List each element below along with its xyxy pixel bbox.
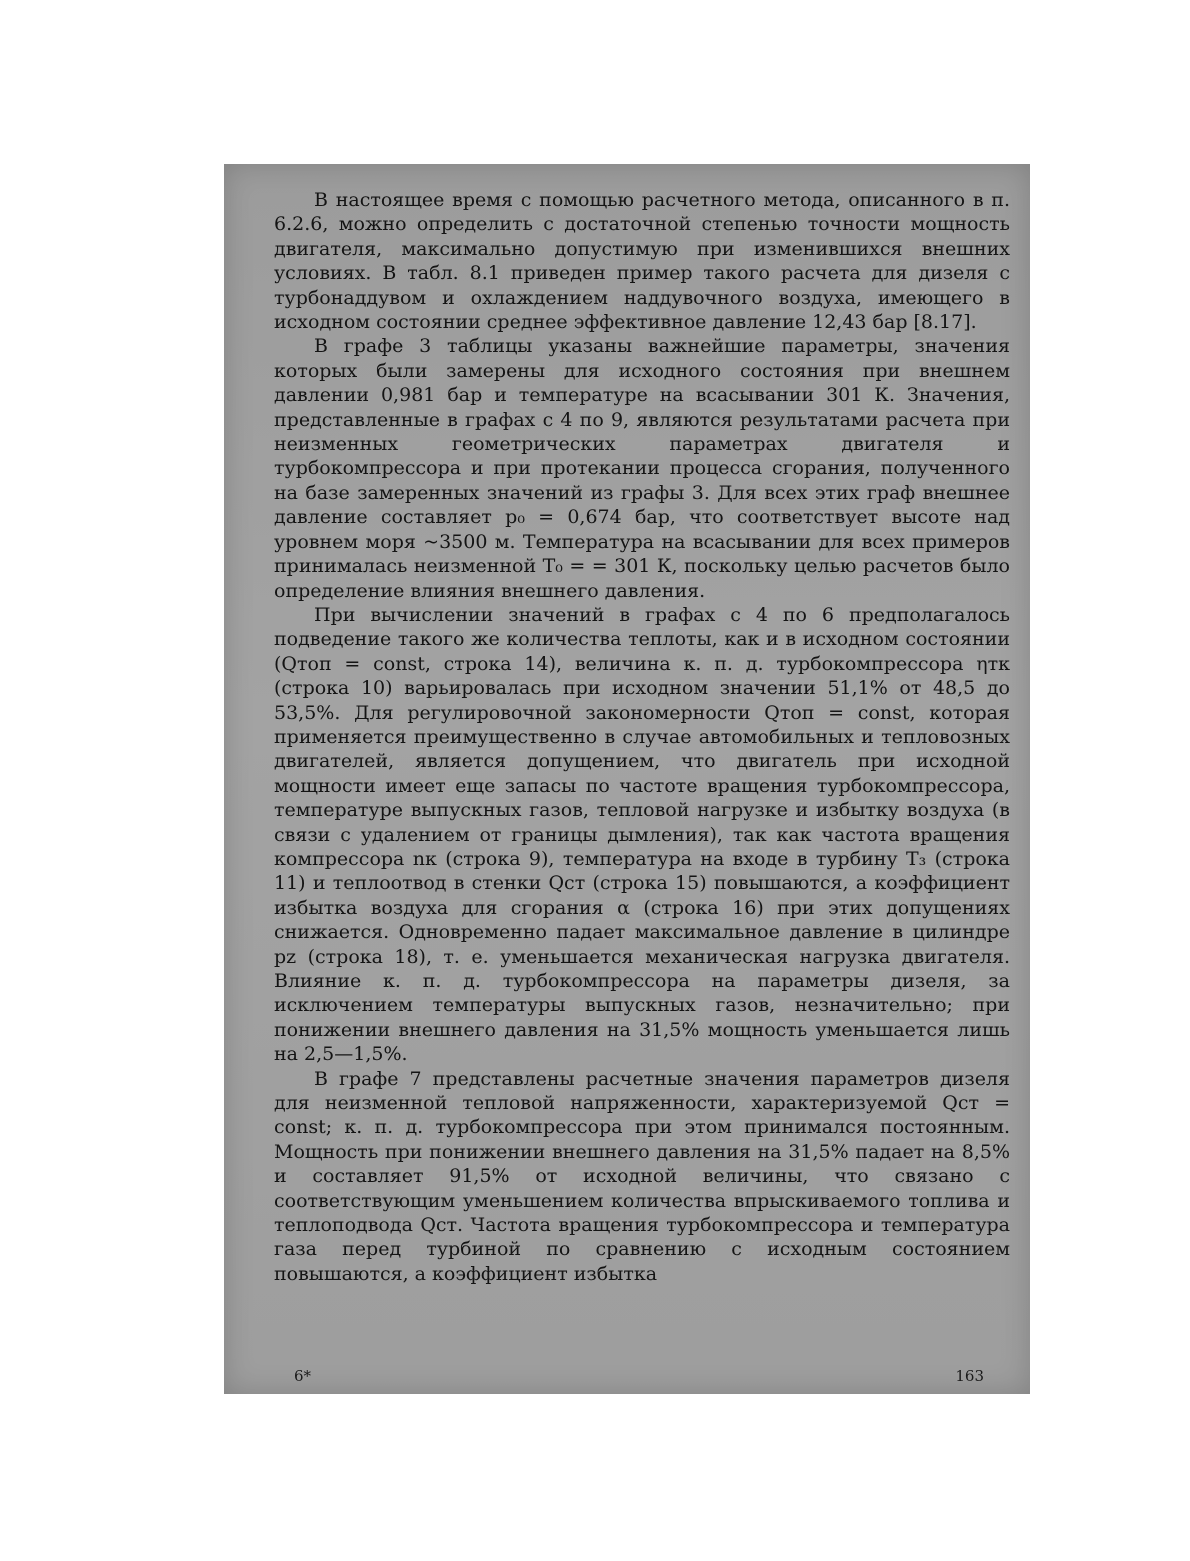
body-text: [274, 188, 1010, 1286]
page-footer: [294, 1367, 984, 1385]
paragraph-1: В настоящее время с помощью расчетного метода, описанного в п. 6.2.6, можно определить с достаточной степенью точности мощность двигателя, максимально допустимую при изменившихся внешних условиях. В табл. 8.1 приведен пример такого расчета для дизеля с турбонаддувом и охлаждением наддувочного воздуха, имеющего в исходном состоянии среднее эффективное давление 12,43 бар [8.17].: [274, 189, 1010, 334]
scanned-page: [224, 164, 1030, 1394]
page-number: 163: [955, 1367, 984, 1385]
paragraph-4: В графе 7 представлены расчетные значения параметров дизеля для неизменной тепловой напряженности, характеризуемой Qст = const; к. п. д. турбокомпрессора при этом принимался постоянным. Мощность при понижении внешнего давления на 31,5% падает на 8,5% и составляет 91,5% от исходной величины, что связано с соответствующим уменьшением количества впрыскиваемого топлива и теплоподвода Qст. Частота вращения турбокомпрессора и температура газа перед турбиной по сравнению с исходным состоянием повышаются, а коэффициент избытка: [274, 1067, 1010, 1285]
paragraph-2: В графе 3 таблицы указаны важнейшие параметры, значения которых были замерены для исходного состояния при внешнем давлении 0,981 бар и температуре на всасывании 301 К. Значения, представленные в графах с 4 по 9, являются результатами расчета при неизменных геометрических параметрах двигателя и турбокомпрессора и при протекании процесса сгорания, полученного на базе замеренных значений из графы 3. Для всех этих граф внешнее давление составляет p₀ = 0,674 бар, что соответствует высоте над уровнем моря ~3500 м. Температура на всасывании для всех примеров принималась неизменной T₀ = = 301 К, поскольку целью расчетов было определение влияния внешнего давления.: [274, 335, 1010, 602]
paragraph-3: При вычислении значений в графах с 4 по 6 предполагалось подведение такого же количества теплоты, как и в исходном состоянии (Qтоп = const, строка 14), величина к. п. д. турбокомпрессора ηтк (строка 10) варьировалась при исходном значении 51,1% от 48,5 до 53,5%. Для регулировочной закономерности Qтоп = const, которая применяется преимущественно в случае автомобильных и тепловозных двигателей, является допущением, что двигатель при исходной мощности имеет еще запасы по частоте вращения турбокомпрессора, температуре выпускных газов, тепловой нагрузке и избытку воздуха (в связи с удалением от границы дымления), так как частота вращения компрессора nк (строка 9), температура на входе в турбину T₃ (строка 11) и теплоотвод в стенки Qст (строка 15) повышаются, а коэффициент избытка воздуха для сгорания α (строка 16) при этих допущениях снижается. Одновременно падает максимальное давление в цилиндре pz (строка 18), т. е. уменьшается механическая нагрузка двигателя. Влияние к. п. д. турбокомпрессора на параметры дизеля, за исключением температуры выпускных газов, незначительно; при понижении внешнего давления на 31,5% мощность уменьшается лишь на 2,5—1,5%.: [274, 603, 1010, 1066]
signature-mark: 6*: [294, 1367, 312, 1385]
